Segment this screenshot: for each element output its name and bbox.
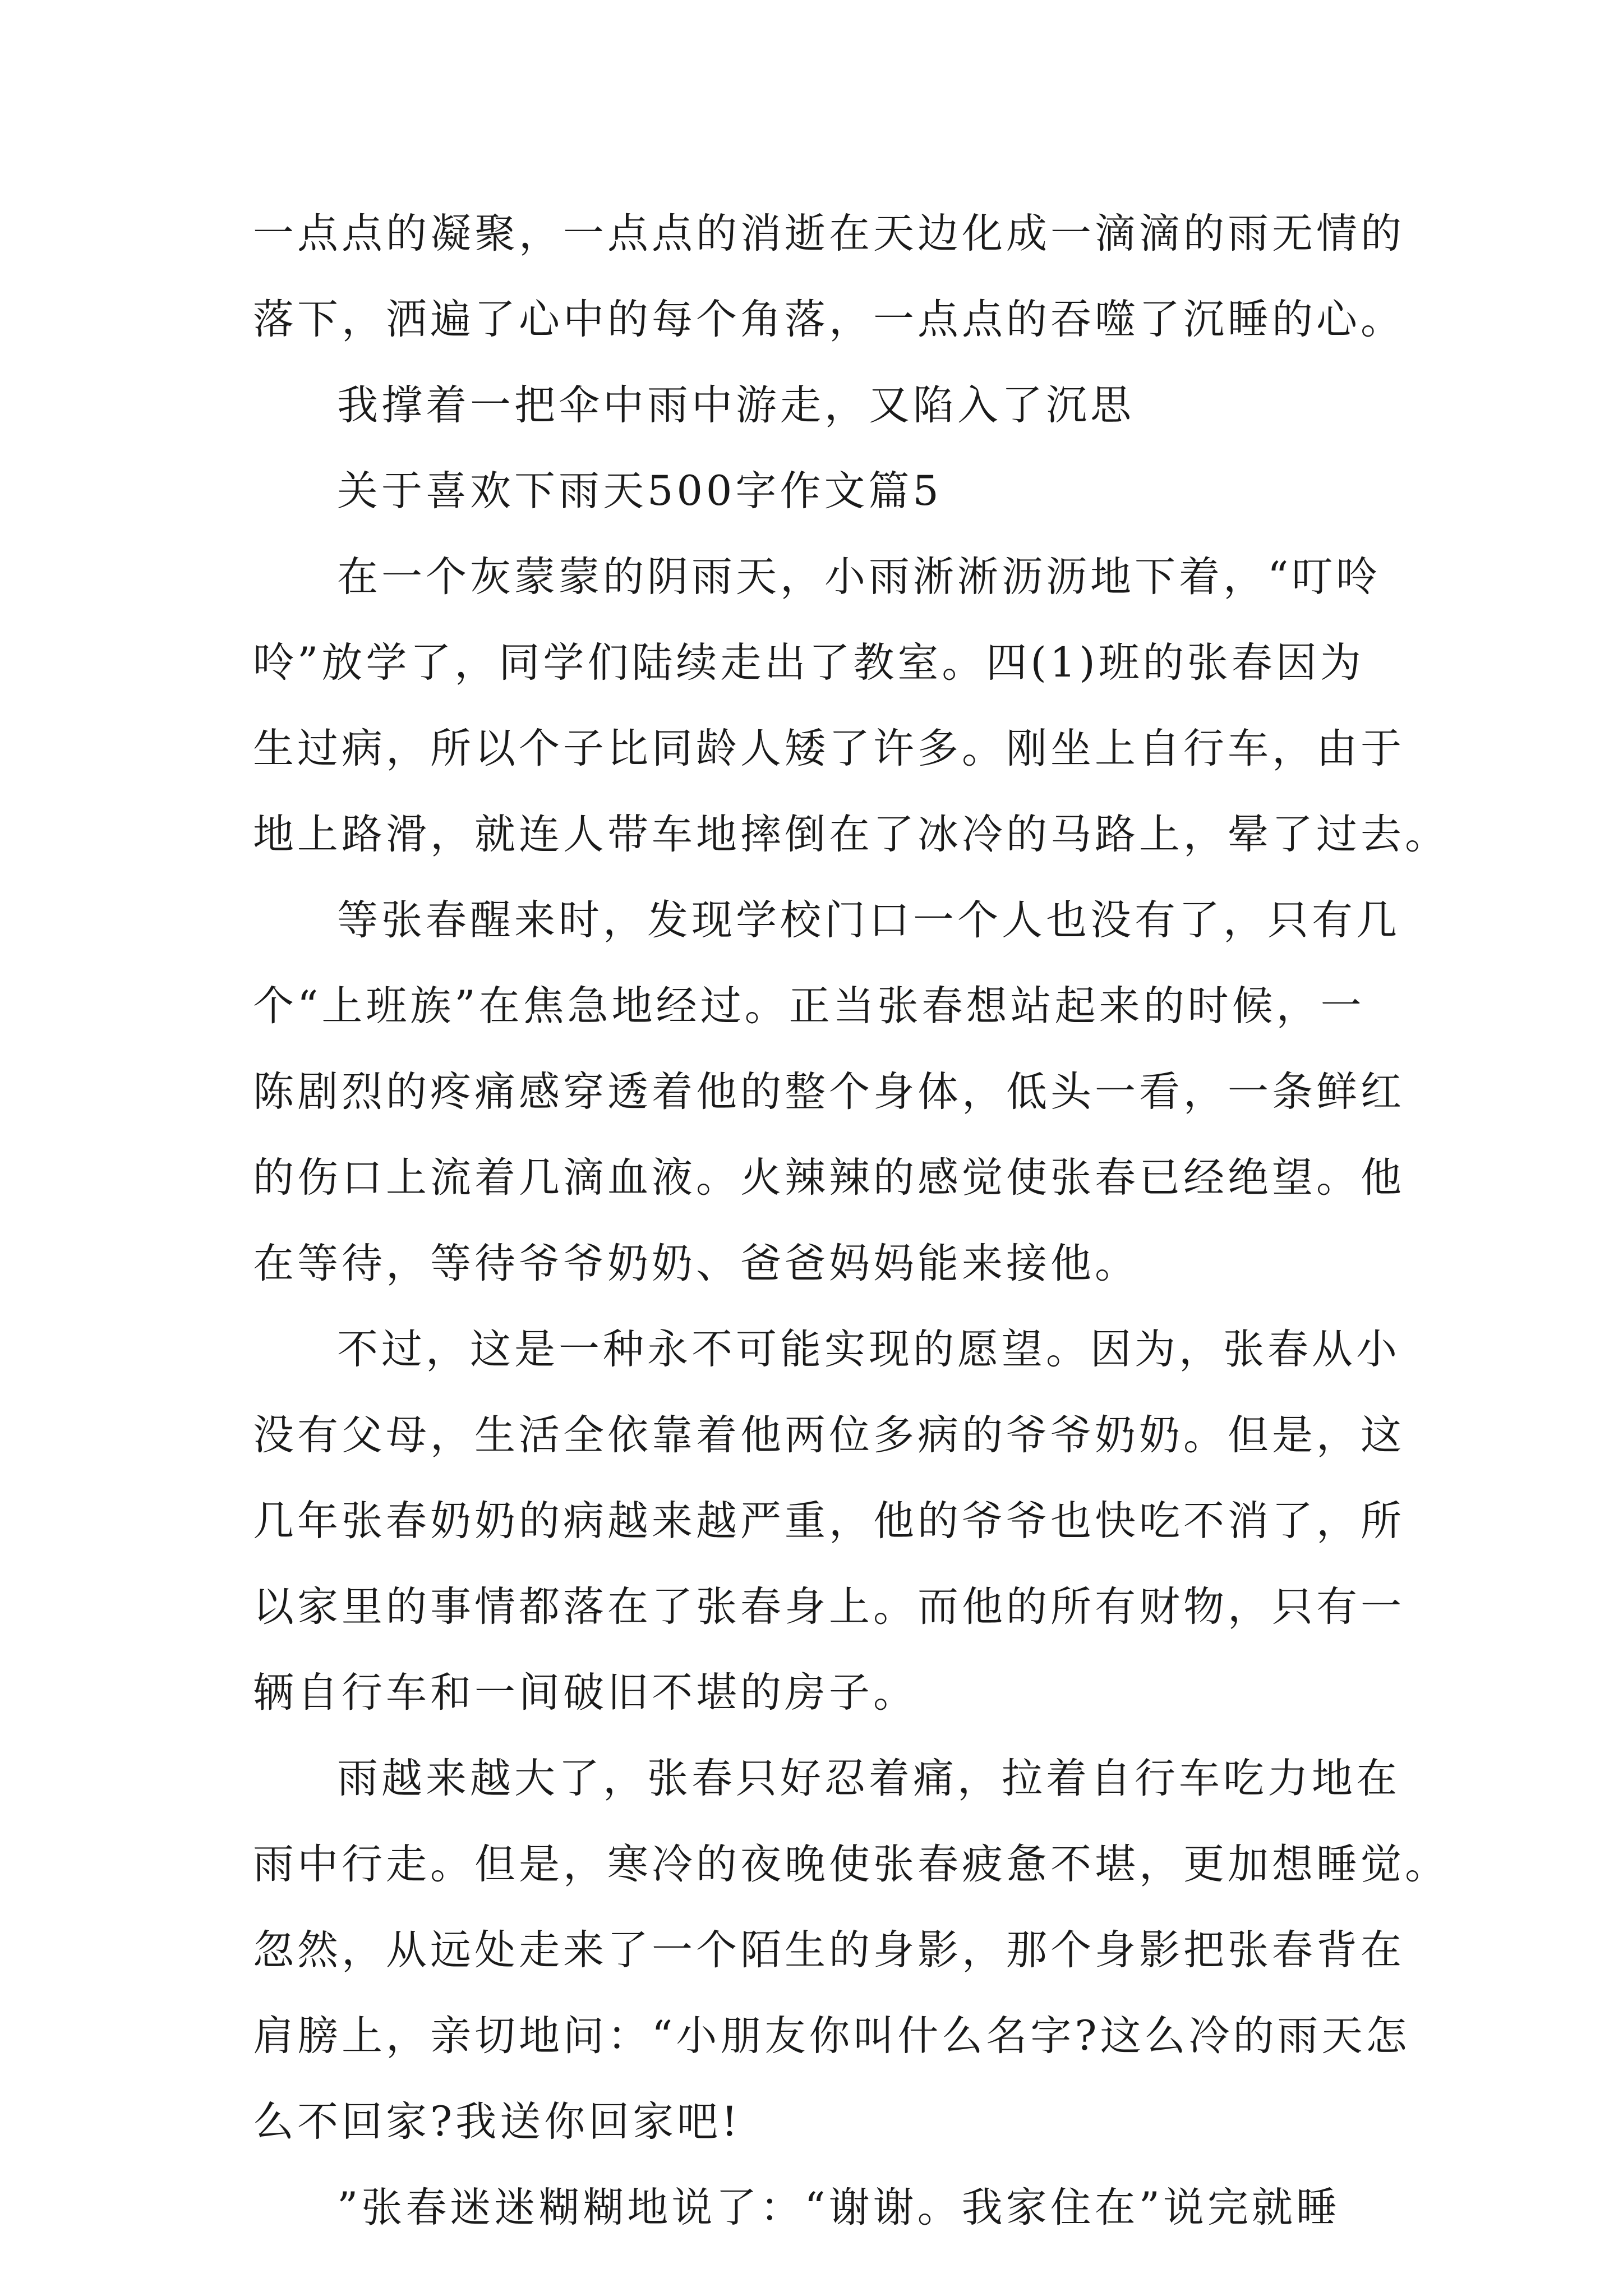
text-line: 等张春醒来时，发现学校门口一个人也没有了，只有几	[337, 896, 1400, 944]
text-line: 忽然，从远处走来了一个陌生的身影，那个身影把张春背在	[253, 1926, 1405, 1974]
text-line: 没有父母，生活全依靠着他两位多病的爷爷奶奶。但是，这	[253, 1411, 1405, 1459]
text-line: 陈剧烈的疼痛感穿透着他的整个身体，低头一看，一条鲜红	[253, 1068, 1405, 1116]
text-line: 辆自行车和一间破旧不堪的房子。	[253, 1669, 917, 1717]
text-line: 雨中行走。但是，寒冷的夜晚使张春疲惫不堪，更加想睡觉。	[253, 1841, 1449, 1888]
text-line: 在等待，等待爷爷奶奶、爸爸妈妈能来接他。	[253, 1240, 1139, 1287]
text-line: 的伤口上流着几滴血液。火辣辣的感觉使张春已经绝望。他	[253, 1154, 1405, 1202]
text-line: ”张春迷迷糊糊地说了：“谢谢。我家住在”说完就睡	[337, 2184, 1340, 2231]
text-line: 生过病，所以个子比同龄人矮了许多。刚坐上自行车，由于	[253, 725, 1405, 772]
section-heading: 关于喜欢下雨天500字作文篇5	[337, 467, 942, 515]
text-line: 肩膀上，亲切地问：“小朋友你叫什么名字?这么冷的雨天怎	[253, 2012, 1410, 2060]
text-line: 以家里的事情都落在了张春身上。而他的所有财物，只有一	[253, 1583, 1405, 1631]
text-line: 呤”放学了，同学们陆续走出了教室。四(1)班的张春因为	[253, 639, 1364, 687]
text-line: 个“上班族”在焦急地经过。正当张春想站起来的时候，一	[253, 982, 1365, 1030]
document-body	[253, 191, 1449, 2251]
text-line: 么不回家?我送你回家吧!	[253, 2098, 741, 2146]
text-line: 几年张春奶奶的病越来越严重，他的爷爷也快吃不消了，所	[253, 1497, 1405, 1545]
text-line: 地上路滑，就连人带车地摔倒在了冰冷的马路上，晕了过去。	[253, 811, 1449, 858]
text-line: 一点点的凝聚，一点点的消逝在天边化成一滴滴的雨无情的	[253, 210, 1405, 257]
text-line: 我撑着一把伞中雨中游走，又陷入了沉思	[337, 381, 1135, 429]
text-line: 不过，这是一种永不可能实现的愿望。因为，张春从小	[337, 1326, 1400, 1373]
text-line: 雨越来越大了，张春只好忍着痛，拉着自行车吃力地在	[337, 1755, 1400, 1802]
text-line: 在一个灰蒙蒙的阴雨天，小雨淅淅沥沥地下着，“叮呤	[337, 553, 1381, 601]
text-line: 落下，洒遍了心中的每个角落，一点点的吞噬了沉睡的心。	[253, 296, 1405, 343]
